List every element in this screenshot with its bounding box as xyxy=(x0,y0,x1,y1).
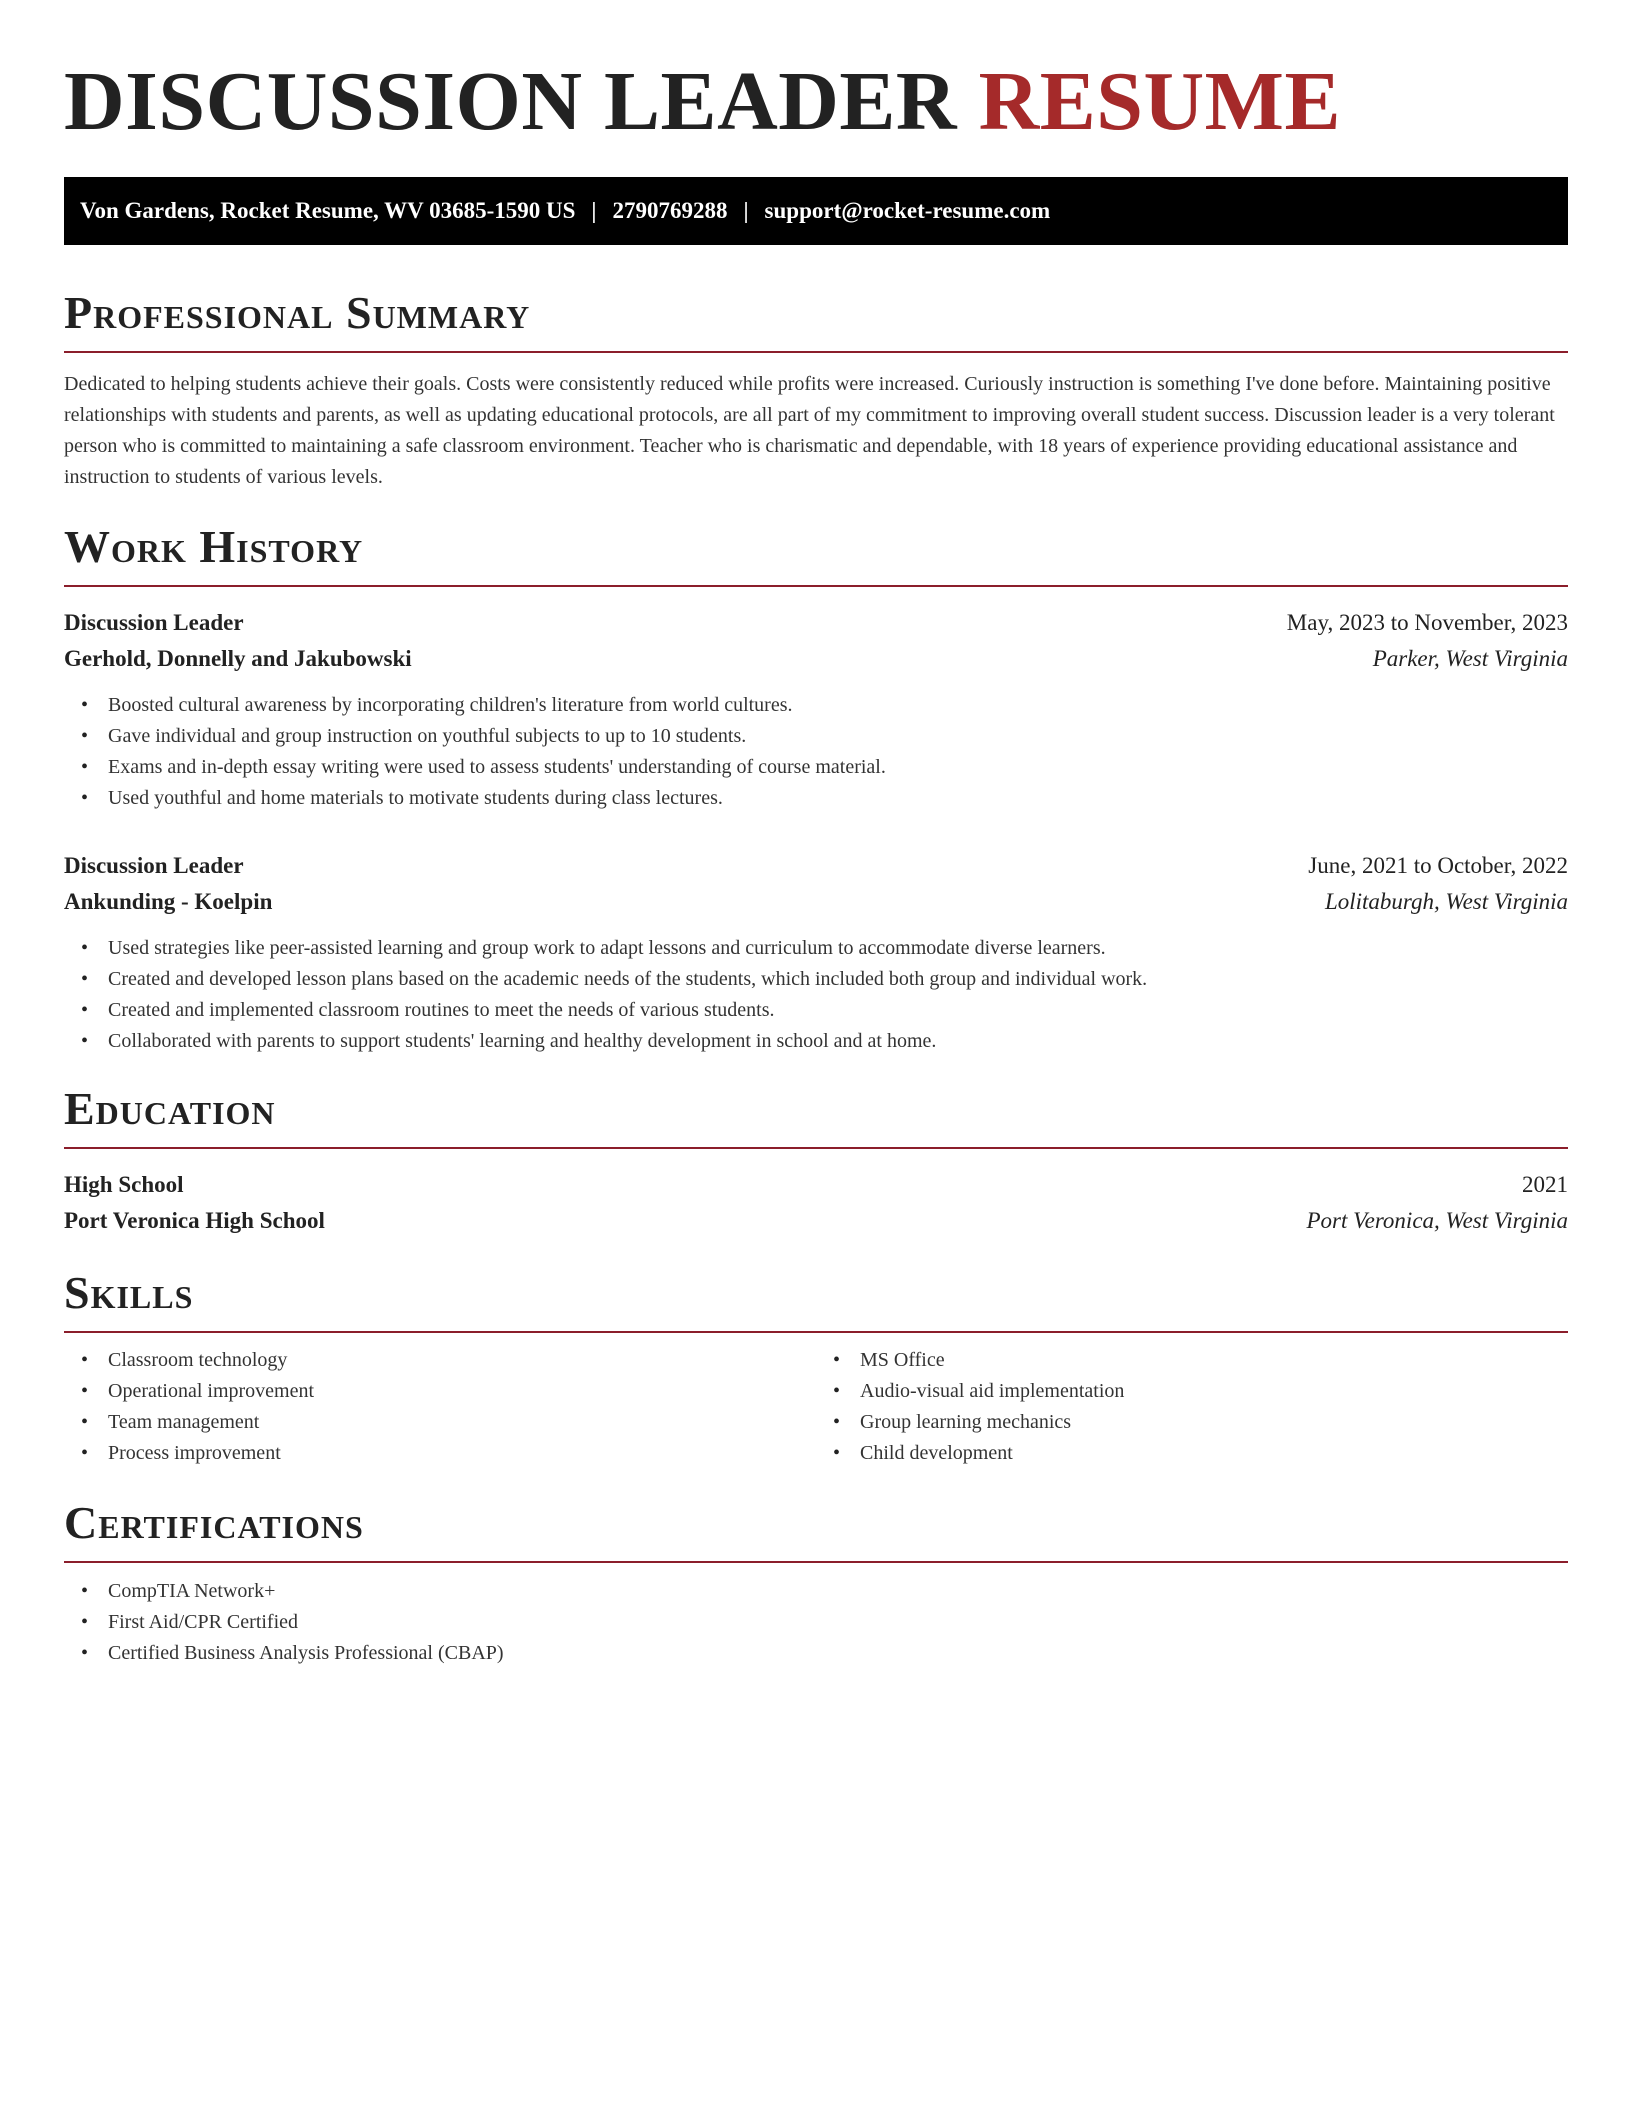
job-company: Gerhold, Donnelly and Jakubowski xyxy=(64,646,412,671)
list-item: • Audio-visual aid implementation xyxy=(860,1376,1568,1407)
list-item: • Used youthful and home materials to motivate students during class lectures. xyxy=(108,783,1568,814)
job-company: Ankunding - Koelpin xyxy=(64,889,273,914)
job-bullets xyxy=(64,933,1568,1057)
job-entry xyxy=(64,605,1568,814)
job-dates: May, 2023 to November, 2023 xyxy=(1286,610,1568,635)
list-item: • Operational improvement xyxy=(108,1376,816,1407)
education-header-row xyxy=(64,1167,1568,1203)
list-item: • Boosted cultural awareness by incorporating children's literature from world cultures. xyxy=(108,690,1568,721)
education-degree: High School xyxy=(64,1172,184,1197)
section-heading-education: Education xyxy=(64,1083,276,1134)
contact-phone: 2790769288 xyxy=(612,198,728,223)
skills-grid xyxy=(64,1345,1568,1469)
list-item: • Created and implemented classroom routines to meet the needs of various students. xyxy=(108,995,1568,1026)
list-item: • Child development xyxy=(860,1438,1568,1469)
education-school-row xyxy=(64,1203,1568,1239)
job-bullets xyxy=(64,690,1568,814)
list-item: • Created and developed lesson plans based on the academic needs of the students, which included both group and individual work. xyxy=(108,964,1568,995)
education-school: Port Veronica High School xyxy=(64,1208,325,1233)
list-item: • Exams and in-depth essay writing were used to assess students' understanding of course material. xyxy=(108,752,1568,783)
job-header-row xyxy=(64,848,1568,884)
certifications-list xyxy=(64,1576,1568,1669)
list-item: • MS Office xyxy=(860,1345,1568,1376)
job-entry xyxy=(64,848,1568,1057)
list-item: • Certified Business Analysis Professional (CBAP) xyxy=(108,1638,1568,1669)
summary-section xyxy=(64,285,1568,493)
section-divider xyxy=(64,1331,1568,1333)
document-title xyxy=(64,52,1568,152)
list-item: • Used strategies like peer-assisted learning and group work to adapt lessons and curriculum to accommodate diverse learners. xyxy=(108,933,1568,964)
contact-separator: | xyxy=(743,198,749,223)
job-location: Parker, West Virginia xyxy=(1372,646,1568,671)
education-section xyxy=(64,1081,1568,1239)
list-item: • Classroom technology xyxy=(108,1345,816,1376)
section-heading-skills: Skills xyxy=(64,1267,194,1318)
work-history-section xyxy=(64,519,1568,1057)
section-heading-work: Work History xyxy=(64,521,364,572)
job-title: Discussion Leader xyxy=(64,853,244,878)
education-year: 2021 xyxy=(1522,1172,1568,1197)
summary-text: Dedicated to helping students achieve their goals. Costs were consistently reduced while profits were increased. Curiously instruction is something I've done before. Maintaining positive relationships with students and parents, as well as updating educational protocols, are all part of my commitment to improving overall student success. Discussion leader is a very tolerant person who is committed to maintaining a safe classroom environment. Teacher who is charismatic and dependable, with 18 years of experience providing educational assistance and instruction to students of various levels. xyxy=(64,373,1555,488)
section-heading-certifications: Certifications xyxy=(64,1497,364,1548)
list-item: • First Aid/CPR Certified xyxy=(108,1607,1568,1638)
list-item: • Team management xyxy=(108,1407,816,1438)
section-divider xyxy=(64,351,1568,353)
skills-list-right xyxy=(816,1345,1568,1469)
education-location: Port Veronica, West Virginia xyxy=(1306,1208,1568,1233)
section-divider xyxy=(64,1561,1568,1563)
section-divider xyxy=(64,585,1568,587)
skills-list-left xyxy=(64,1345,816,1469)
list-item: • Process improvement xyxy=(108,1438,816,1469)
contact-address: Von Gardens, Rocket Resume, WV 03685-1590 US xyxy=(80,198,576,223)
title-accent: RESUME xyxy=(978,55,1341,148)
contact-email: support@rocket-resume.com xyxy=(764,198,1051,223)
list-item: • Group learning mechanics xyxy=(860,1407,1568,1438)
job-title: Discussion Leader xyxy=(64,610,244,635)
job-header-row xyxy=(64,605,1568,641)
section-heading-summary: Professional Summary xyxy=(64,287,531,338)
list-item: • Collaborated with parents to support students' learning and healthy development in school and at home. xyxy=(108,1026,1568,1057)
skills-section xyxy=(64,1265,1568,1469)
job-org-row xyxy=(64,641,1568,677)
job-org-row xyxy=(64,884,1568,920)
title-main: DISCUSSION LEADER xyxy=(64,55,979,148)
list-item: • Gave individual and group instruction on youthful subjects to up to 10 students. xyxy=(108,721,1568,752)
certifications-section xyxy=(64,1495,1568,1669)
job-dates: June, 2021 to October, 2022 xyxy=(1308,853,1568,878)
job-location: Lolitaburgh, West Virginia xyxy=(1324,889,1568,914)
education-entry xyxy=(64,1167,1568,1239)
contact-bar xyxy=(64,177,1568,245)
contact-separator: | xyxy=(591,198,597,223)
list-item: • CompTIA Network+ xyxy=(108,1576,1568,1607)
section-divider xyxy=(64,1147,1568,1149)
